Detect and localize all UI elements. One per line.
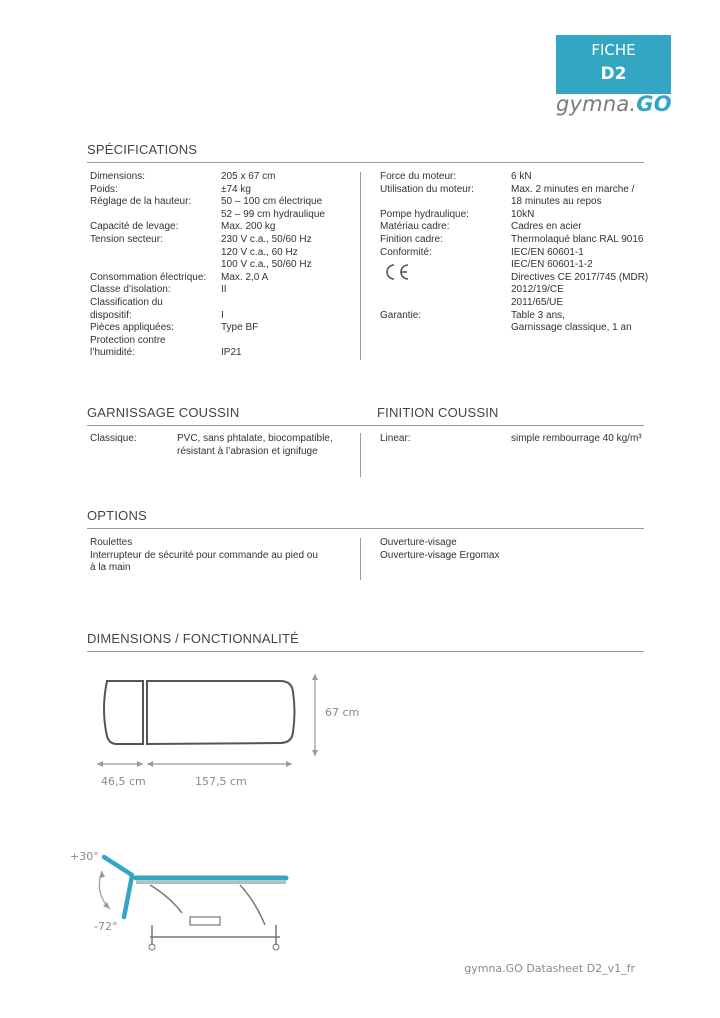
option-item: Ouverture-visage Ergomax: [380, 549, 500, 561]
garnissage-line1: PVC, sans phtalate, biocompatible,: [177, 433, 333, 444]
spec-label: Poids:: [90, 183, 118, 195]
spec-value: IEC/EN 60601-1: [511, 246, 584, 258]
divider: [87, 528, 644, 529]
spec-value: 2011/65/UE: [511, 297, 564, 308]
option-item: Ouverture-visage: [380, 537, 457, 548]
section-title-finition: FINITION COUSSIN: [377, 405, 499, 420]
spec-label: Garantie:: [380, 309, 422, 321]
spec-value: Directives CE 2017/745 (MDR): [511, 271, 649, 283]
spec-label: dispositif:: [90, 309, 132, 321]
divider: [87, 162, 644, 163]
spec-value: 18 minutes au repos: [511, 196, 602, 208]
spec-label: Protection contre: [90, 334, 166, 346]
badge-line2: D2: [600, 64, 627, 84]
spec-label: Utilisation du moteur:: [380, 183, 474, 195]
option-item: Interrupteur de sécurité pour commande au pied ou: [90, 549, 318, 561]
spec-label: Tension secteur:: [90, 234, 163, 245]
spec-label: Pompe hydraulique:: [380, 208, 469, 220]
spec-label: Capacité de levage:: [90, 221, 179, 233]
section-title-garnissage: GARNISSAGE COUSSIN: [87, 405, 240, 420]
logo-part2: GO: [636, 92, 672, 116]
spec-label: Consommation électrique:: [90, 271, 207, 283]
spec-value: Cadres en acier: [511, 221, 582, 233]
garnissage-line2: résistant à l’abrasion et ignifuge: [177, 445, 318, 457]
fiche-badge: [556, 35, 671, 94]
section-title-options: OPTIONS: [87, 508, 147, 523]
spec-label: Matériau cadre:: [380, 221, 450, 233]
dim-head-label: 46,5 cm: [101, 775, 146, 788]
spec-label: Force du moteur:: [380, 171, 457, 182]
spec-value: 205 x 67 cm: [221, 171, 276, 182]
column-divider: [360, 172, 361, 360]
brand-logo: [556, 92, 671, 116]
spec-label: Classification du: [90, 297, 163, 308]
spec-value: Max. 2,0 A: [221, 271, 269, 283]
spec-value: II: [221, 284, 227, 296]
finition-label: Linear:: [380, 433, 411, 444]
table-top-view-drawing: [95, 670, 335, 785]
section-title-dimensions: DIMENSIONS / FONCTIONNALITÉ: [87, 631, 299, 646]
divider: [87, 651, 644, 652]
spec-value: Type BF: [221, 322, 259, 334]
garnissage-label: Classique:: [90, 433, 137, 444]
dim-width-label: 67 cm: [325, 706, 360, 719]
table-side-view-drawing: [90, 845, 300, 955]
spec-label: l’humidité:: [90, 347, 136, 359]
spec-label: Réglage de la hauteur:: [90, 196, 192, 208]
spec-value: 6 kN: [511, 171, 532, 182]
spec-value: 2012/19/CE: [511, 284, 564, 296]
option-item: Roulettes: [90, 537, 133, 548]
dim-body-label: 157,5 cm: [195, 775, 247, 788]
ce-mark: [382, 262, 412, 282]
spec-label: Dimensions:: [90, 171, 146, 182]
spec-left-list: [90, 171, 355, 366]
column-divider: [360, 433, 361, 477]
spec-label: Finition cadre:: [380, 234, 443, 245]
spec-label: Classe d’isolation:: [90, 284, 171, 296]
spec-value: I: [221, 309, 224, 321]
spec-value: Thermolaqué blanc RAL 9016: [511, 234, 644, 245]
spec-value: 10kN: [511, 208, 535, 220]
option-item: à la main: [90, 562, 131, 574]
spec-value: 230 V c.a., 50/60 Hz: [221, 234, 312, 245]
spec-value: Max. 2 minutes en marche /: [511, 183, 635, 195]
spec-value: 100 V c.a., 50/60 Hz: [221, 259, 312, 271]
spec-value: Garnissage classique, 1 an: [511, 322, 632, 334]
spec-value: IP21: [221, 347, 242, 359]
tilt-up-label: +30°: [70, 850, 99, 863]
spec-value: 50 – 100 cm électrique: [221, 196, 323, 208]
badge-line1: FICHE: [591, 41, 636, 59]
logo-part1: gymna.: [556, 92, 637, 116]
spec-value: 52 – 99 cm hydraulique: [221, 208, 325, 220]
spec-value: Table 3 ans,: [511, 309, 565, 321]
section-title-specifications: SPÉCIFICATIONS: [87, 142, 198, 157]
spec-value: ±74 kg: [221, 183, 251, 195]
column-divider: [360, 538, 361, 580]
tilt-down-label: -72°: [94, 920, 118, 933]
divider: [87, 425, 644, 426]
spec-value: Max. 200 kg: [221, 221, 276, 233]
spec-value: 120 V c.a., 60 Hz: [221, 246, 298, 258]
ce-mark-icon: [382, 262, 412, 282]
footer-text: gymna.GO Datasheet D2_v1_fr: [464, 962, 635, 975]
finition-value: simple rembourrage 40 kg/m³: [511, 433, 642, 444]
spec-right-list: [380, 171, 660, 341]
spec-label: Conformité:: [380, 246, 432, 258]
spec-value: IEC/EN 60601-1-2: [511, 259, 593, 271]
spec-label: Pièces appliquées:: [90, 322, 174, 334]
